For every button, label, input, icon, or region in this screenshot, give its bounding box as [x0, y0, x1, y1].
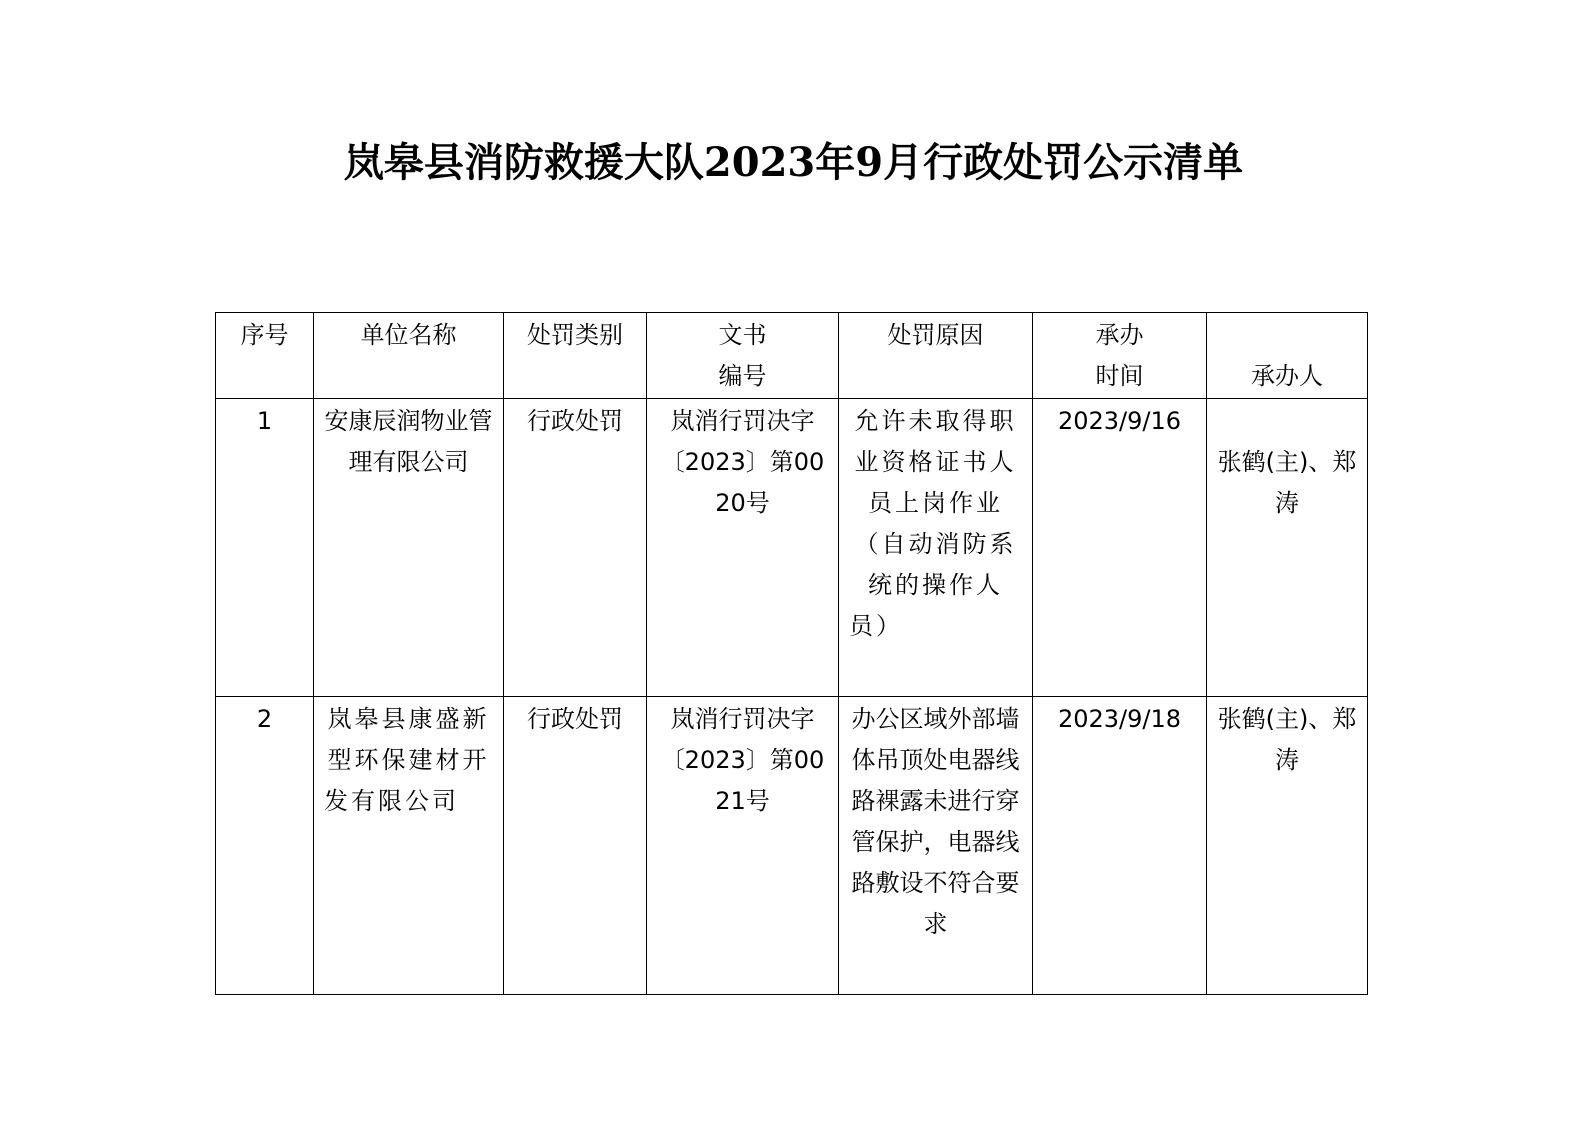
header-date: 承办时间 [1095, 321, 1144, 390]
header-penalty-type: 处罚类别 [504, 313, 647, 399]
row-penalty-type: 行政处罚 [504, 697, 647, 995]
row-unit-name: 安康辰润物业管理有限公司 [314, 399, 504, 697]
header-index: 序号 [216, 313, 314, 399]
row-doc-number: 岚消行罚决字〔2023〕第0021号 [647, 697, 839, 995]
header-doc-number: 文书编号 [718, 321, 767, 390]
row-handler: 张鹤(主)、郑涛 [1217, 448, 1357, 517]
row-index: 1 [216, 399, 314, 697]
row-date: 2023/9/16 [1033, 399, 1207, 697]
table-row [216, 399, 1368, 697]
header-handler-cell [1207, 313, 1368, 399]
table-row [216, 697, 1368, 995]
header-unit-name: 单位名称 [314, 313, 504, 399]
penalty-table [215, 312, 1368, 995]
row-unit-name: 岚皋县康盛新型环保建材开发有限公司 [314, 697, 504, 995]
header-reason: 处罚原因 [839, 313, 1033, 399]
page-title: 岚皋县消防救援大队2023年9月行政处罚公示清单 [343, 139, 1244, 186]
row-reason: 允许未取得职业资格证书人员上岗作业（自动消防系统的操作人员） [839, 399, 1033, 697]
header-date-cell [1033, 313, 1207, 399]
row-reason: 办公区域外部墙 体吊顶处电器线路裸露未进行穿管保护，电器线路敷设不符合要求 [839, 697, 1033, 995]
row-date: 2023/9/18 [1033, 697, 1207, 995]
header-handler: 承办人 [1251, 362, 1323, 390]
row-handler: 张鹤(主)、郑涛 [1207, 697, 1368, 995]
table-header-row [216, 313, 1368, 399]
row-doc-number: 岚消行罚决字〔2023〕第0020号 [647, 399, 839, 697]
header-doc-number-cell [647, 313, 839, 399]
row-handler-cell [1207, 399, 1368, 697]
row-index: 2 [216, 697, 314, 995]
row-penalty-type: 行政处罚 [504, 399, 647, 697]
